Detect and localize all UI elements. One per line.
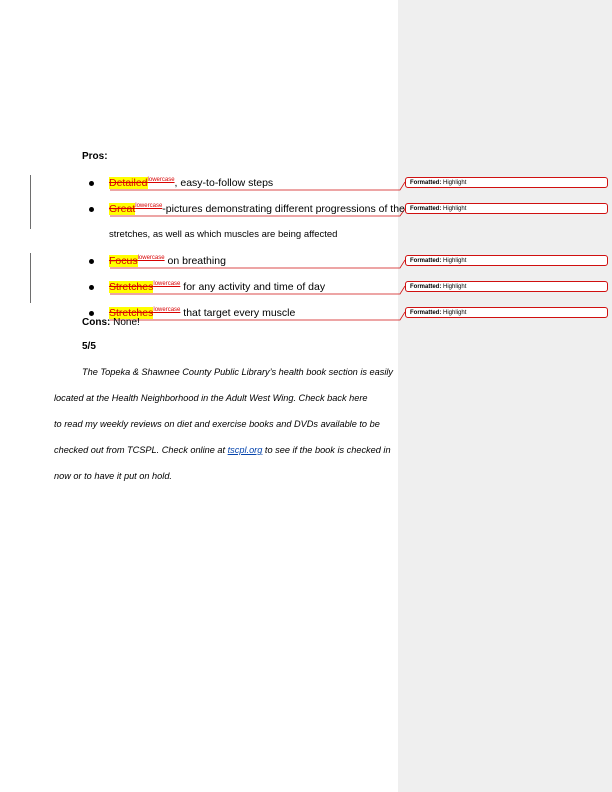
list-item xyxy=(109,203,405,215)
deleted-text: Detailed xyxy=(109,177,148,189)
comment-value: Highlight xyxy=(441,180,467,186)
list-item xyxy=(109,177,273,189)
comment-label: Formatted: xyxy=(410,258,442,264)
comment-value: Highlight xyxy=(441,206,467,212)
inserted-text: lowercase xyxy=(147,177,175,183)
item-text: -pictures demonstrating different progressions of the xyxy=(162,203,405,215)
paragraph-text: checked out from TCSPL. Check online at xyxy=(54,445,228,455)
paragraph-text: to see if the book is checked in xyxy=(262,445,391,455)
list-item-continuation: stretches, as well as which muscles are being affected xyxy=(109,229,338,240)
inserted-text: lowercase xyxy=(135,203,163,209)
deleted-text: Great xyxy=(109,203,136,215)
cons-text: None! xyxy=(110,317,140,328)
deleted-text: Focus xyxy=(109,255,138,267)
paragraph-line: The Topeka & Shawnee County Public Library’s health book section is easily xyxy=(82,367,394,377)
paragraph-line: now or to have it put on hold. xyxy=(54,471,172,481)
library-link[interactable]: tscpl.org xyxy=(227,445,263,455)
inserted-text: lowercase xyxy=(153,281,181,287)
bullet-icon xyxy=(89,259,94,264)
paragraph-line: to read my weekly reviews on diet and exercise books and DVDs available to be xyxy=(54,419,380,429)
format-comment-balloon[interactable] xyxy=(405,203,608,214)
deleted-text: Stretches xyxy=(109,281,154,293)
cons-label: Cons: xyxy=(82,317,111,328)
bullet-icon xyxy=(89,181,94,186)
format-comment-balloon[interactable] xyxy=(405,307,608,318)
comment-label: Formatted: xyxy=(410,284,442,290)
bullet-icon xyxy=(89,311,94,316)
comment-label: Formatted: xyxy=(410,180,442,186)
item-text: on breathing xyxy=(164,255,226,267)
deleted-text: Stretches xyxy=(109,307,154,319)
format-comment-balloon[interactable] xyxy=(405,177,608,188)
item-text: that target every muscle xyxy=(180,307,296,319)
inserted-text: lowercase xyxy=(137,255,165,261)
format-comment-balloon[interactable] xyxy=(405,281,608,292)
comment-value: Highlight xyxy=(441,258,467,264)
format-comment-balloon[interactable] xyxy=(405,255,608,266)
comment-label: Formatted: xyxy=(410,310,442,316)
list-item xyxy=(109,281,325,293)
item-text: , easy-to-follow steps xyxy=(174,177,274,189)
paragraph-line xyxy=(54,445,391,455)
inserted-text: lowercase xyxy=(153,307,181,313)
pros-heading: Pros: xyxy=(82,151,108,162)
rating-score: 5/5 xyxy=(82,341,96,352)
list-item xyxy=(109,255,226,267)
comment-label: Formatted: xyxy=(410,206,442,212)
paragraph-line: located at the Health Neighborhood in the Adult West Wing. Check back here xyxy=(54,393,368,403)
bullet-icon xyxy=(89,285,94,290)
bullet-icon xyxy=(89,207,94,212)
cons-line xyxy=(82,317,140,328)
comment-value: Highlight xyxy=(441,310,467,316)
comment-value: Highlight xyxy=(441,284,467,290)
item-text: for any activity and time of day xyxy=(180,281,326,293)
